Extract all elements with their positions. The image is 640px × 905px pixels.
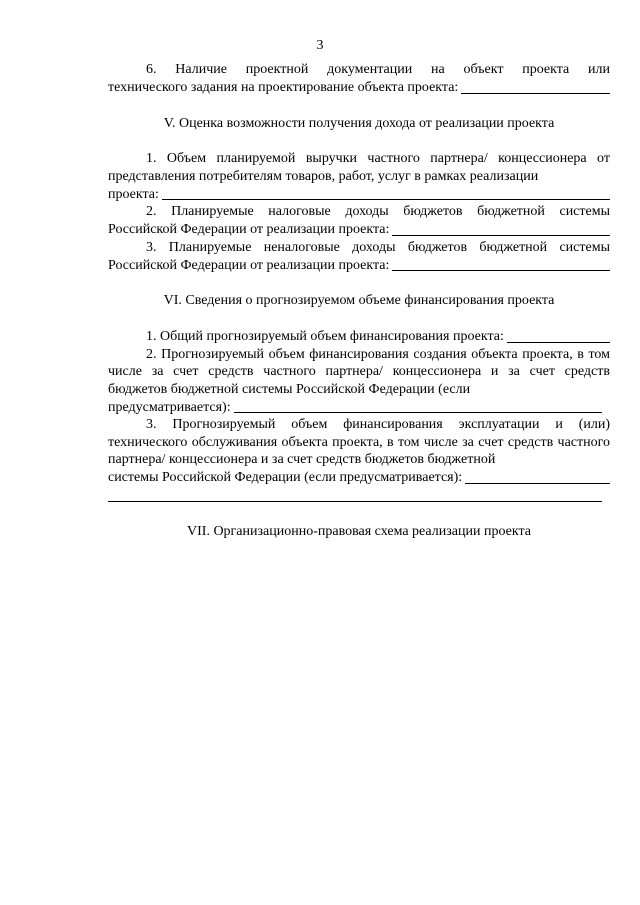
section6-item1-blank[interactable] <box>507 328 610 343</box>
section6-item3-blank[interactable] <box>465 469 610 484</box>
section6-item3: 3. Прогнозируемый объем финансирования эксплуатации и (или) технического обслуживания объекта проекта, в том числе за счет средств частного партнера/ концессионера и за счет средств бюджетов бюджетной <box>108 417 610 467</box>
section5-item2-blank[interactable] <box>392 221 610 236</box>
section6-item2-tail: предусматривается): <box>108 398 610 416</box>
section6-item1: 1. Общий прогнозируемый объем финансирования проекта: <box>108 328 610 346</box>
section6-item3-tail: системы Российской Федерации (если предусматривается): <box>108 469 610 487</box>
section5-item3-line2: Российской Федерации от реализации проекта: <box>108 256 610 274</box>
section5-item1-tail: проекта: <box>108 185 610 203</box>
section5-item3-blank[interactable] <box>392 256 610 271</box>
section5-item1-blank[interactable] <box>162 185 610 200</box>
item6-line2: технического задания на проектирование объекта проекта: <box>108 79 610 97</box>
section5-item2-line2: Российской Федерации от реализации проекта: <box>108 221 610 239</box>
section5-heading: V. Оценка возможности получения дохода от реализации проекта <box>163 115 555 131</box>
item6-blank[interactable] <box>461 79 610 94</box>
section6-item2: 2. Прогнозируемый объем финансирования создания объекта проекта, в том числе за счет средств частного партнера/ концессионера и за счет средств бюджетов бюджетной системы Российской Федерации (если <box>108 346 610 397</box>
section6-item3-blank-2[interactable] <box>108 487 602 502</box>
section6-item2-blank[interactable] <box>234 398 602 413</box>
page-number: 3 <box>316 38 324 53</box>
section5-item2-line1: 2. Планируемые налоговые доходы бюджетов бюджетной системы <box>146 204 610 219</box>
section6-heading: VI. Сведения о прогнозируемом объеме финансирования проекта <box>163 293 555 308</box>
section5-item1: 1. Объем планируемой выручки частного партнера/ концессионера от представления потребителям товаров, работ, услуг в рамках реализации <box>108 151 610 184</box>
section5-item3-line1: 3. Планируемые неналоговые доходы бюджетов бюджетной системы <box>146 239 610 255</box>
section6-item3-extra-line <box>108 487 610 505</box>
item6-line1: 6. Наличие проектной документации на объект проекта или <box>146 62 610 77</box>
document-body <box>108 61 610 540</box>
section7-heading: VII. Организационно-правовая схема реализации проекта <box>187 523 531 539</box>
